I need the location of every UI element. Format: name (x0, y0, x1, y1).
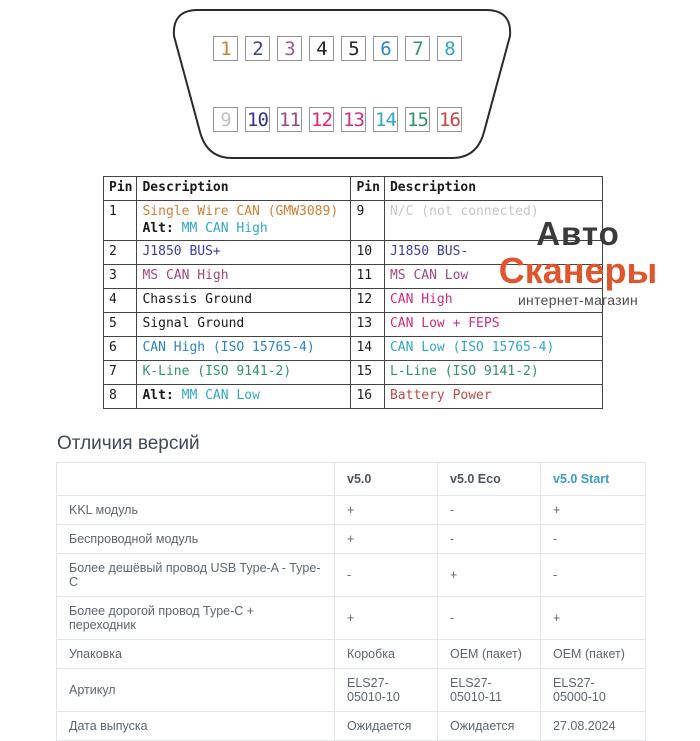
pin-10: 10 (245, 107, 270, 132)
pin-description-text: Alt: (142, 388, 182, 403)
feature-value: + (335, 496, 438, 525)
pin-description-text: MS CAN High (142, 268, 229, 283)
pin-description-cell (137, 313, 351, 337)
versions-row-беспроводной-модуль (57, 525, 646, 554)
pin-description-cell (137, 265, 351, 289)
pin-16: 16 (437, 107, 462, 132)
feature-value: - (438, 525, 541, 554)
feature-label: Дата выпуска (57, 712, 335, 741)
pin-number-cell: 12 (351, 289, 384, 313)
versions-section-heading: Отличия версий (57, 433, 200, 454)
pin-description-text: J1850 BUS- (389, 244, 469, 259)
pinout-header-row (104, 177, 603, 201)
feature-label: Упаковка (57, 640, 335, 669)
pin-description-text: Signal Ground (142, 316, 245, 331)
feature-value: OEM (пакет) (541, 640, 646, 669)
pin-6: 6 (373, 36, 398, 61)
pinout-row (104, 313, 603, 337)
pin-header: Pin (104, 177, 137, 201)
feature-value: - (335, 554, 438, 597)
pin-description-cell (137, 289, 351, 313)
pin-description-cell (384, 385, 602, 409)
pin-number-cell: 10 (351, 241, 384, 265)
pin-2: 2 (245, 36, 270, 61)
feature-value: + (335, 525, 438, 554)
pin-description-text: N/C (not connected) (389, 204, 539, 219)
pin-description-cell (137, 241, 351, 265)
feature-label: Артикул (57, 669, 335, 712)
pin-number-cell: 2 (104, 241, 137, 265)
pin-14: 14 (373, 107, 398, 132)
pin-description-text: J1850 BUS+ (142, 244, 221, 259)
description-header: Description (137, 177, 351, 201)
feature-value: + (335, 597, 438, 640)
pin-description-cell (137, 201, 351, 241)
pin-description-text: Alt: (142, 221, 182, 236)
pin-number-cell: 5 (104, 313, 137, 337)
pin-1: 1 (213, 36, 238, 61)
logo-word-avto: Авто (536, 215, 620, 252)
pinout-row (104, 385, 603, 409)
version-column-v5.0-eco: v5.0 Eco (438, 463, 541, 496)
pin-description-cell (137, 385, 351, 409)
versions-empty-header (57, 463, 335, 496)
pin-description-text: CAN Low + FEPS (389, 316, 500, 331)
pin-description-text: CAN High (389, 292, 453, 307)
versions-header-row (57, 463, 646, 496)
versions-row-дата-выпуска (57, 712, 646, 741)
feature-value: OEM (пакет) (438, 640, 541, 669)
feature-value: + (438, 554, 541, 597)
feature-value: Ожидается (335, 712, 438, 741)
pin-description-cell (384, 313, 602, 337)
feature-label: Беспроводной модуль (57, 525, 335, 554)
pin-description-text: Single Wire CAN (GMW3089) (142, 204, 339, 219)
pin-description-cell (384, 361, 602, 385)
version-column-v5.0: v5.0 (335, 463, 438, 496)
pin-header: Pin (351, 177, 384, 201)
feature-value: + (541, 597, 646, 640)
versions-row-артикул (57, 669, 646, 712)
pin-description-text: Chassis Ground (142, 292, 253, 307)
feature-label: Более дорогой провод Type-C + переходник (57, 597, 335, 640)
pin-15: 15 (405, 107, 430, 132)
feature-value: ELS27-05010-10 (335, 669, 438, 712)
pin-12: 12 (309, 107, 334, 132)
pin-description-cell (137, 361, 351, 385)
versions-comparison-table (56, 462, 646, 741)
connector-outline (168, 8, 516, 160)
obd2-connector-diagram (168, 8, 516, 160)
pin-description-text: Battery Power (389, 388, 492, 403)
pin-number-cell: 8 (104, 385, 137, 409)
versions-row-более-дорогой-провод-type-c-переходник (57, 597, 646, 640)
pin-number-cell: 4 (104, 289, 137, 313)
versions-row-упаковка (57, 640, 646, 669)
pin-number-cell: 1 (104, 201, 137, 241)
pin-number-cell: 6 (104, 337, 137, 361)
pin-13: 13 (341, 107, 366, 132)
store-logo (490, 217, 666, 307)
pin-number-cell: 13 (351, 313, 384, 337)
pin-description-text: MM CAN High (181, 221, 268, 236)
pin-description-text: K-Line (ISO 9141-2) (142, 364, 292, 379)
pinout-row (104, 361, 603, 385)
pin-number-cell: 3 (104, 265, 137, 289)
feature-value: Коробка (335, 640, 438, 669)
pin-row-bottom (213, 107, 462, 132)
pinout-row (104, 337, 603, 361)
feature-value: - (438, 496, 541, 525)
pin-7: 7 (405, 36, 430, 61)
pin-5: 5 (341, 36, 366, 61)
feature-value: 27.08.2024 (541, 712, 646, 741)
pin-3: 3 (277, 36, 302, 61)
pin-description-text: CAN High (ISO 15765-4) (142, 340, 315, 355)
logo-word-skanery: Сканеры (498, 250, 658, 291)
version-column-v5.0-start[interactable]: v5.0 Start (541, 463, 646, 496)
pin-number-cell: 7 (104, 361, 137, 385)
feature-value: - (438, 597, 541, 640)
description-header: Description (384, 177, 602, 201)
pin-description-text: CAN Low (ISO 15765-4) (389, 340, 555, 355)
versions-row-более-дешёвый-провод-usb-type-a-type-c (57, 554, 646, 597)
pin-description-cell (384, 337, 602, 361)
versions-row-kkl-модуль (57, 496, 646, 525)
feature-value: + (541, 496, 646, 525)
pin-number-cell: 16 (351, 385, 384, 409)
pin-9: 9 (213, 107, 238, 132)
feature-value: - (541, 554, 646, 597)
feature-value: Ожидается (438, 712, 541, 741)
feature-value: - (541, 525, 646, 554)
pin-description-cell (137, 337, 351, 361)
feature-label: Более дешёвый провод USB Type-A - Type-C (57, 554, 335, 597)
pin-number-cell: 11 (351, 265, 384, 289)
pin-description-text: MM CAN Low (181, 388, 260, 403)
pin-description-text: L-Line (ISO 9141-2) (389, 364, 539, 379)
pin-number-cell: 9 (351, 201, 384, 241)
feature-label: KKL модуль (57, 496, 335, 525)
pin-8: 8 (437, 36, 462, 61)
pin-description-text: MS CAN Low (389, 268, 469, 283)
logo-subtitle: интернет-магазин (517, 292, 639, 308)
pin-4: 4 (309, 36, 334, 61)
pin-number-cell: 14 (351, 337, 384, 361)
feature-value: ELS27-05010-11 (438, 669, 541, 712)
pin-11: 11 (277, 107, 302, 132)
feature-value: ELS27-05000-10 (541, 669, 646, 712)
pin-number-cell: 15 (351, 361, 384, 385)
pin-row-top (213, 36, 462, 61)
